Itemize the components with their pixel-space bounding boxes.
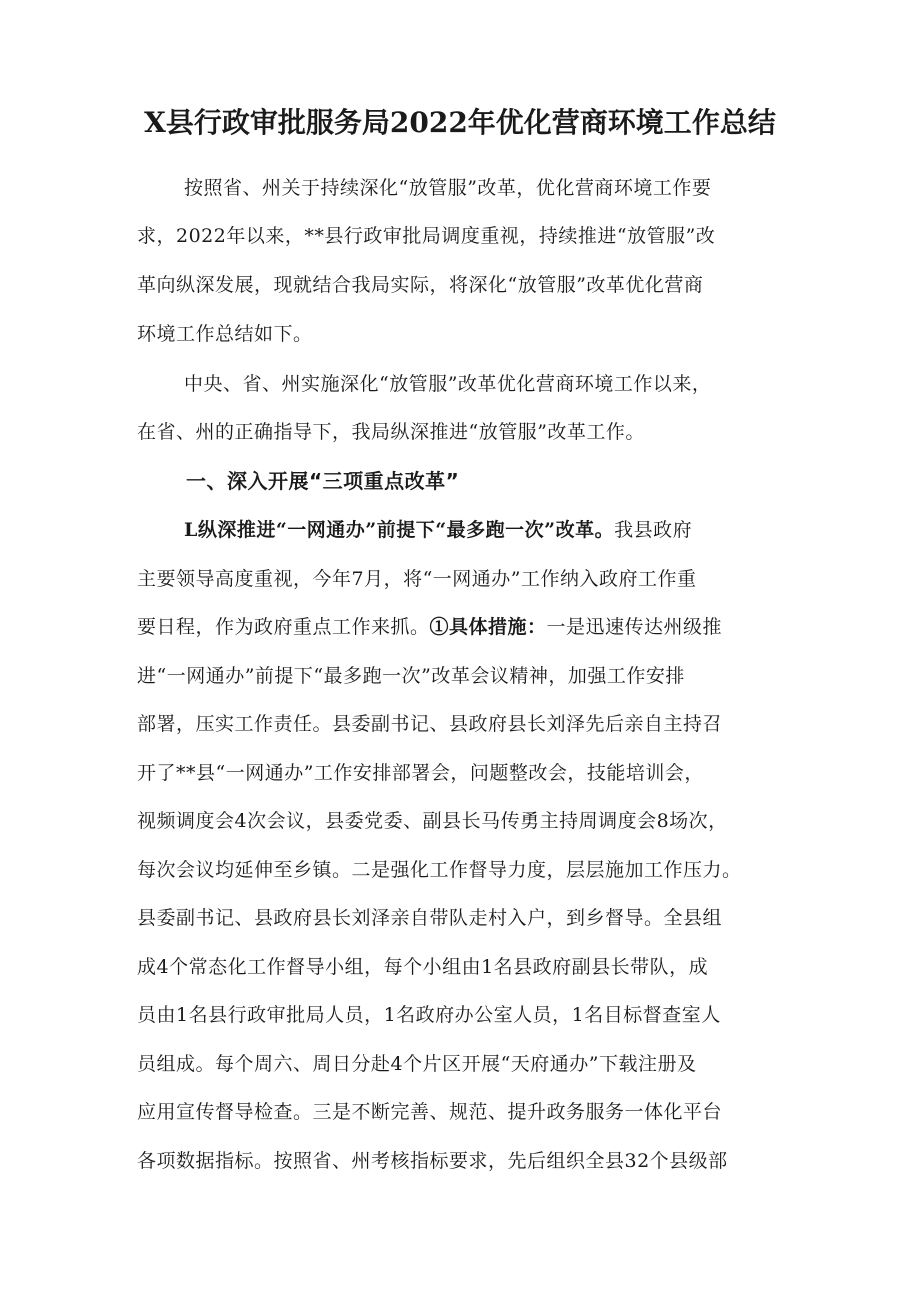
item-line: 成4个常态化工作督导小组，每个小组由1名县政府副县长带队，成 — [137, 956, 709, 978]
item-line: 员组成。每个周六、周日分赴4个片区开展“天府通办”下载注册及 — [137, 1053, 697, 1075]
item-text: 要日程，作为政府重点工作来抓。 — [137, 616, 430, 638]
item-line: 每次会议均延伸至乡镇。二是强化工作督导力度，层层施加工作压力。 — [137, 859, 742, 881]
item-line: 视频调度会4次会议，县委党委、副县长马传勇主持周调度会8场次， — [137, 810, 728, 832]
item-line: 主要领导高度重视，今年7月，将“一网通办”工作纳入政府工作重 — [137, 568, 697, 590]
item-line — [137, 614, 797, 640]
paragraph-line: 中央、省、州实施深化“放管服”改革优化营商环境工作以来， — [184, 373, 712, 395]
item-lead-rest: 我县政府 — [614, 519, 693, 541]
paragraph-line: 在省、州的正确指导下，我局纵深推进“放管服”改革工作。 — [137, 421, 645, 443]
item-text: 一是迅速传达州级推 — [546, 616, 723, 638]
intro-line: 环境工作总结如下。 — [137, 323, 313, 345]
document-title: X县行政审批服务局2022年优化营商环境工作总结 — [144, 106, 776, 139]
intro-line: 按照省、州关于持续深化“放管服”改革，优化营商环境工作要 — [184, 177, 712, 199]
intro-line: 革向纵深发展，现就结合我局实际，将深化“放管服”改革优化营商 — [137, 274, 704, 296]
item-lead-bold: L纵深推进“一网通办”前提下“最多跑一次”改革。 — [184, 519, 615, 541]
item-line: 部署，压实工作责任。县委副书记、县政府县长刘泽先后亲自主持召 — [137, 713, 723, 735]
intro-line: 求，2022年以来，**县行政审批局调度重视，持续推进“放管服”改 — [137, 225, 716, 247]
item-line: 应用宣传督导检查。三是不断完善、规范、提升政务服务一体化平台 — [137, 1101, 723, 1123]
section-heading: 一、深入开展“三项重点改革” — [186, 469, 460, 493]
item-line: 开了**县“一网通办”工作安排部署会，问题整改会，技能培训会， — [137, 762, 704, 784]
item-line: 县委副书记、县政府县长刘泽亲自带队走村入户，到乡督导。全县组 — [137, 907, 723, 929]
item-line: 进“一网通办”前提下“最多跑一次”改革会议精神，加强工作安排 — [137, 665, 685, 687]
item-line: 各项数据指标。按照省、州考核指标要求，先后组织全县32个县级部 — [137, 1150, 728, 1172]
item-line: 员由1名县行政审批局人员，1名政府办公室人员，1名目标督查室人 — [137, 1004, 721, 1026]
item-line — [184, 517, 797, 543]
measures-label-bold: ①具体措施： — [429, 616, 547, 638]
